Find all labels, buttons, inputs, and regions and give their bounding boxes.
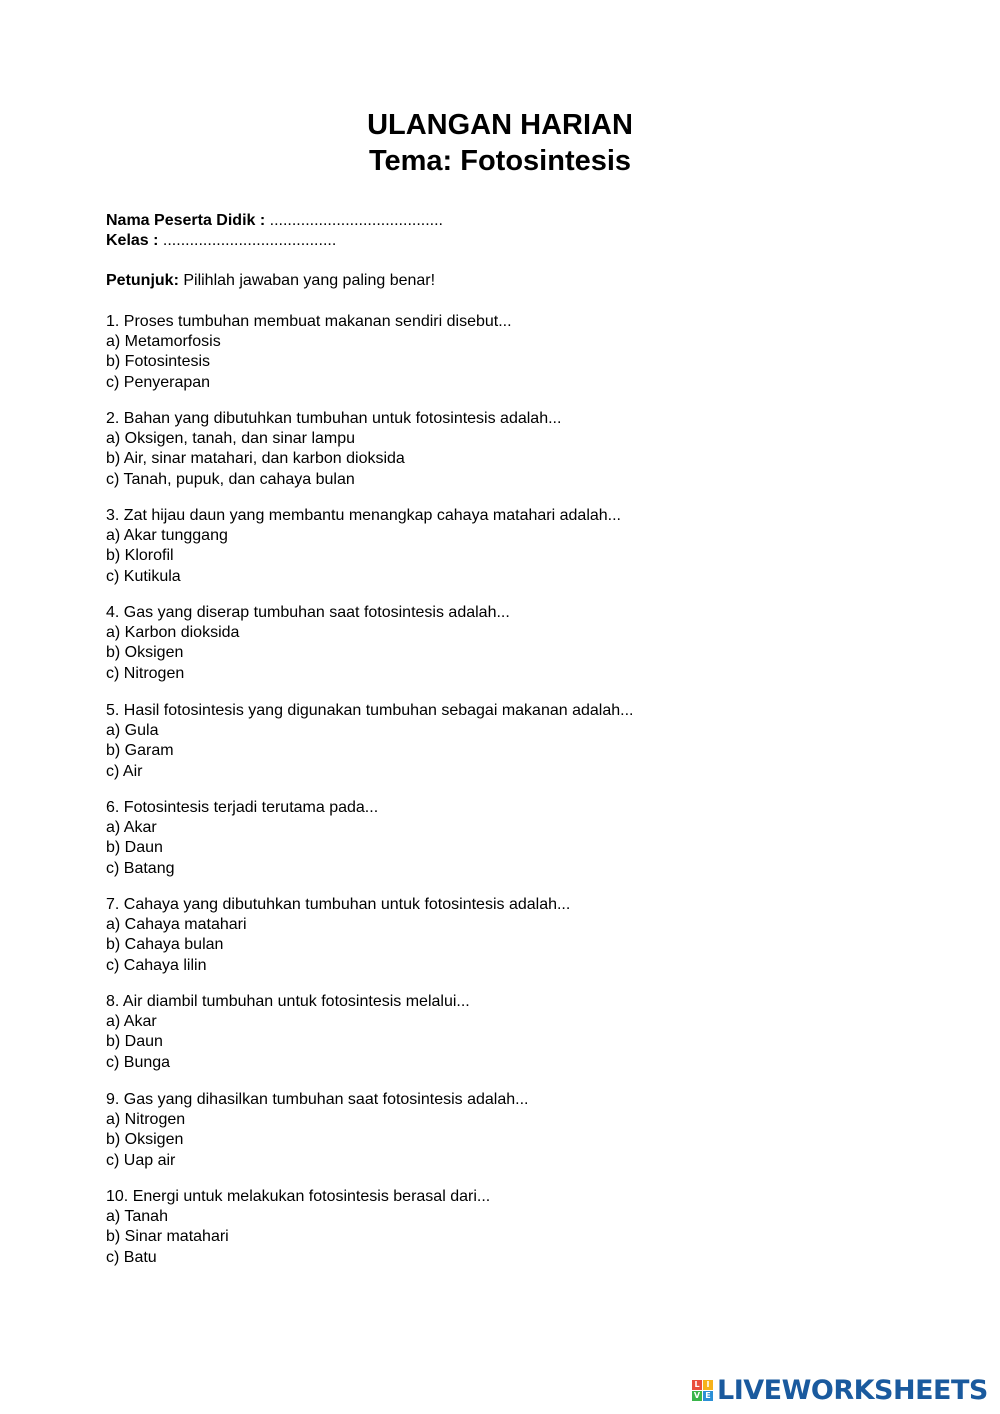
option-c: c) Cahaya lilin xyxy=(106,956,207,974)
option-a: a) Oksigen, tanah, dan sinar lampu xyxy=(106,430,356,448)
question-5 xyxy=(106,701,633,782)
option-b: b) Air, sinar matahari, dan karbon dioksida xyxy=(106,450,405,468)
logo-tile-i: I xyxy=(703,1380,713,1390)
option-b: b) Fotosintesis xyxy=(106,353,211,371)
question-text: 8. Air diambil tumbuhan untuk fotosintesis melalui... xyxy=(106,993,470,1010)
question-2 xyxy=(106,409,561,490)
option-b: b) Oksigen xyxy=(106,1131,184,1149)
liveworksheets-logo-text: LIVEWORKSHEETS xyxy=(717,1374,988,1406)
question-text: 4. Gas yang diserap tumbuhan saat fotosintesis adalah... xyxy=(106,604,510,621)
question-9 xyxy=(106,1090,528,1171)
option-b: b) Klorofil xyxy=(106,547,174,565)
question-text: 6. Fotosintesis terjadi terutama pada... xyxy=(106,799,379,816)
liveworksheets-logo xyxy=(692,1374,988,1406)
option-b: b) Cahaya bulan xyxy=(106,936,224,954)
logo-tile-v: V xyxy=(693,1390,701,1400)
option-b: b) Garam xyxy=(106,742,174,760)
instructions-text: Pilihlah jawaban yang paling benar! xyxy=(178,272,436,289)
option-a: a) Akar xyxy=(106,1013,157,1031)
instructions-label: Petunjuk: xyxy=(106,272,179,289)
option-a: a) Gula xyxy=(106,722,159,740)
option-b: b) Daun xyxy=(106,839,163,857)
option-c: c) Batu xyxy=(106,1248,157,1266)
question-text: 7. Cahaya yang dibutuhkan tumbuhan untuk fotosintesis adalah... xyxy=(106,896,571,913)
question-1 xyxy=(106,312,512,393)
option-b: b) Daun xyxy=(106,1033,163,1051)
student-name-field xyxy=(106,211,443,231)
option-a: a) Nitrogen xyxy=(106,1111,186,1129)
page-subtitle: Tema: Fotosintesis xyxy=(368,145,632,177)
question-7 xyxy=(106,895,570,976)
option-c: c) Tanah, pupuk, dan cahaya bulan xyxy=(106,470,355,488)
option-b: b) Oksigen xyxy=(106,644,184,662)
question-8 xyxy=(106,992,470,1073)
question-10 xyxy=(106,1187,490,1268)
question-text: 5. Hasil fotosintesis yang digunakan tumbuhan sebagai makanan adalah... xyxy=(106,702,634,719)
option-a: a) Metamorfosis xyxy=(106,333,221,351)
option-a: a) Akar tunggang xyxy=(106,527,228,545)
logo-tile-e: E xyxy=(703,1391,713,1401)
instructions xyxy=(106,271,435,291)
option-a: a) Karbon dioksida xyxy=(106,624,240,642)
option-a: a) Tanah xyxy=(106,1208,168,1226)
option-c: c) Bunga xyxy=(106,1053,171,1071)
question-3 xyxy=(106,506,621,587)
student-name-blank: ....................................... xyxy=(265,212,443,229)
page-title: ULANGAN HARIAN xyxy=(367,109,633,141)
question-text: 10. Energi untuk melakukan fotosintesis berasal dari... xyxy=(106,1188,491,1205)
class-blank: ....................................... xyxy=(158,232,337,249)
question-text: 1. Proses tumbuhan membuat makanan sendiri disebut... xyxy=(106,313,512,330)
question-4 xyxy=(106,603,510,684)
question-text: 9. Gas yang dihasilkan tumbuhan saat fotosintesis adalah... xyxy=(106,1091,529,1108)
option-c: c) Kutikula xyxy=(106,567,181,585)
option-a: a) Akar xyxy=(106,819,157,837)
student-name-label: Nama Peserta Didik : xyxy=(106,212,266,229)
liveworksheets-logo-icon xyxy=(692,1380,713,1401)
option-c: c) Batang xyxy=(106,859,175,877)
option-b: b) Sinar matahari xyxy=(106,1228,229,1246)
option-a: a) Cahaya matahari xyxy=(106,916,247,934)
option-c: c) Uap air xyxy=(106,1151,176,1169)
question-6 xyxy=(106,798,378,879)
logo-tile-l: L xyxy=(692,1380,702,1390)
option-c: c) Air xyxy=(106,762,143,780)
class-label: Kelas : xyxy=(106,232,159,249)
question-text: 2. Bahan yang dibutuhkan tumbuhan untuk fotosintesis adalah... xyxy=(106,410,562,427)
class-field xyxy=(106,231,336,251)
question-text: 3. Zat hijau daun yang membantu menangkap cahaya matahari adalah... xyxy=(106,507,621,524)
option-c: c) Nitrogen xyxy=(106,664,185,682)
option-c: c) Penyerapan xyxy=(106,373,211,391)
